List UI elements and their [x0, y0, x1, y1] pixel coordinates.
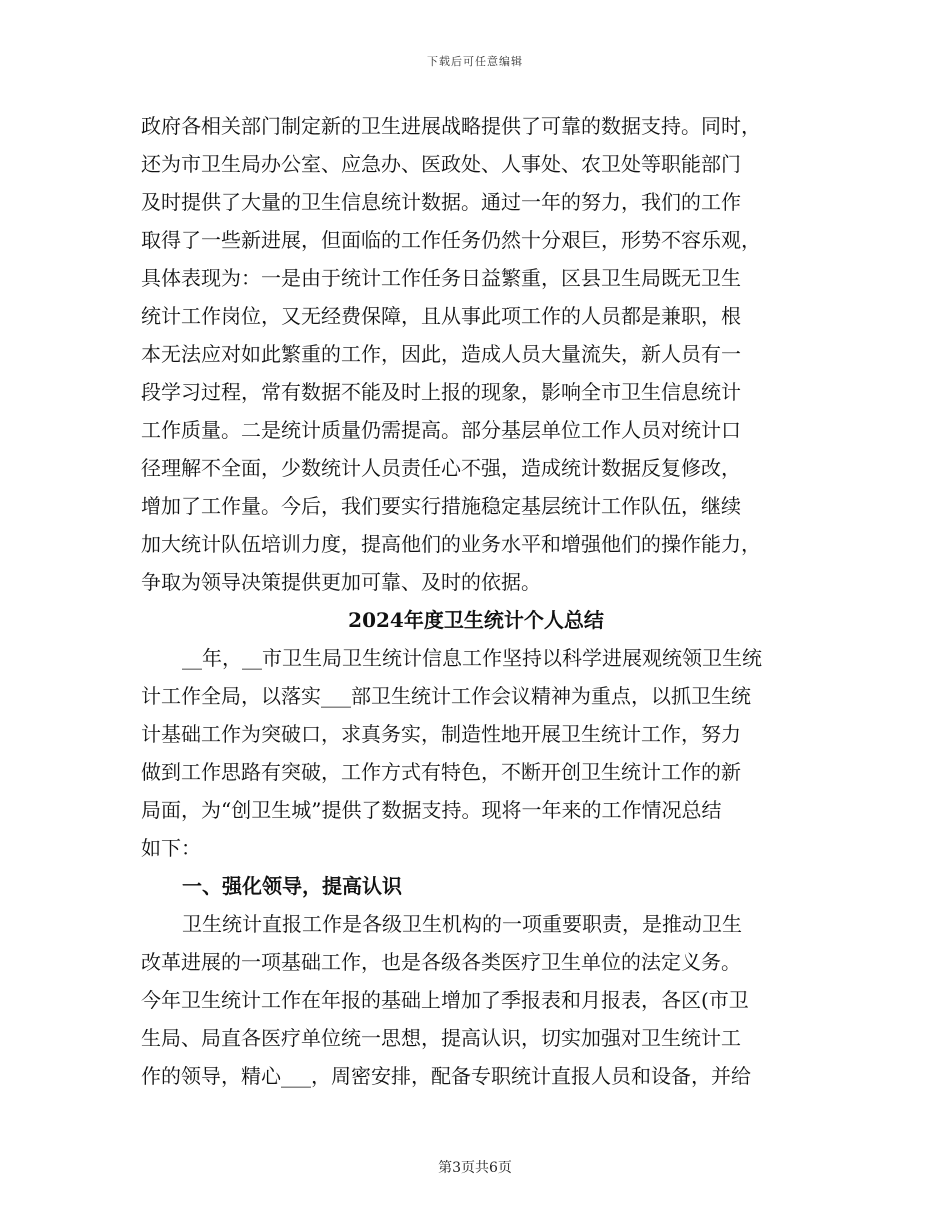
text-line: 段学习过程，常有数据不能及时上报的现象，影响全市卫生信息统计 [141, 380, 741, 404]
text-line: 今年卫生统计工作在年报的基础上增加了季报表和月报表，各区(市卫 [141, 988, 749, 1012]
text-line: 具体表现为：一是由于统计工作任务日益繁重，区县卫生局既无卫生 [141, 266, 741, 290]
text-line: 计工作全局，以落实___部卫生统计工作会议精神为重点，以抓卫生统 [141, 684, 751, 708]
text-line: 如下： [141, 836, 201, 860]
intro-paragraph [141, 639, 811, 867]
paragraph-continued [141, 107, 811, 601]
text-line: 还为市卫生局办公室、应急办、医政处、人事处、农卫处等职能部门 [141, 152, 741, 176]
page-header: 下载后可任意编辑 [427, 55, 523, 68]
text-line: 卫生统计直报工作是各级卫生机构的一项重要职责，是推动卫生 [182, 912, 742, 936]
text-line: 作的领导，精心___，周密安排，配备专职统计直报人员和设备，并给 [141, 1064, 751, 1088]
text-line: 做到工作思路有突破，工作方式有特色，不断开创卫生统计工作的新 [141, 760, 741, 784]
document-title: 2024年度卫生统计个人总结 [348, 608, 604, 632]
text-line: 统计工作岗位，又无经费保障，且从事此项工作的人员都是兼职，根 [141, 304, 741, 328]
text-line: __年，__市卫生局卫生统计信息工作坚持以科学进展观统领卫生统 [182, 646, 762, 670]
text-line: 径理解不全面，少数统计人员责任心不强，造成统计数据反复修改， [141, 456, 741, 480]
text-line: 计基础工作为突破口，求真务实，制造性地开展卫生统计工作，努力 [141, 722, 741, 746]
text-line: 加大统计队伍培训力度，提高他们的业务水平和增强他们的操作能力， [141, 532, 761, 556]
text-line: 局面，为“创卫生城”提供了数据支持。现将一年来的工作情况总结 [141, 798, 722, 822]
section-heading: 一、强化领导，提高认识 [182, 874, 402, 898]
text-line: 改革进展的一项基础工作，也是各级各类医疗卫生单位的法定义务。 [141, 950, 741, 974]
text-line: 工作质量。二是统计质量仍需提高。部分基层单位工作人员对统计口 [141, 418, 741, 442]
document-body [141, 107, 811, 1095]
text-line: 增加了工作量。今后，我们要实行措施稳定基层统计工作队伍，继续 [141, 494, 741, 518]
text-line: 争取为领导决策提供更加可靠、及时的依据。 [141, 570, 541, 594]
text-line: 生局、局直各医疗单位统一思想，提高认识，切实加强对卫生统计工 [141, 1026, 741, 1050]
section-paragraph [141, 905, 811, 1095]
text-line: 取得了一些新进展，但面临的工作任务仍然十分艰巨，形势不容乐观， [141, 228, 761, 252]
page-number: 第3页共6页 [438, 1160, 512, 1176]
text-line: 政府各相关部门制定新的卫生进展战略提供了可靠的数据支持。同时， [141, 114, 761, 138]
text-line: 及时提供了大量的卫生信息统计数据。通过一年的努力，我们的工作 [141, 190, 741, 214]
text-line: 本无法应对如此繁重的工作，因此，造成人员大量流失，新人员有一 [141, 342, 741, 366]
